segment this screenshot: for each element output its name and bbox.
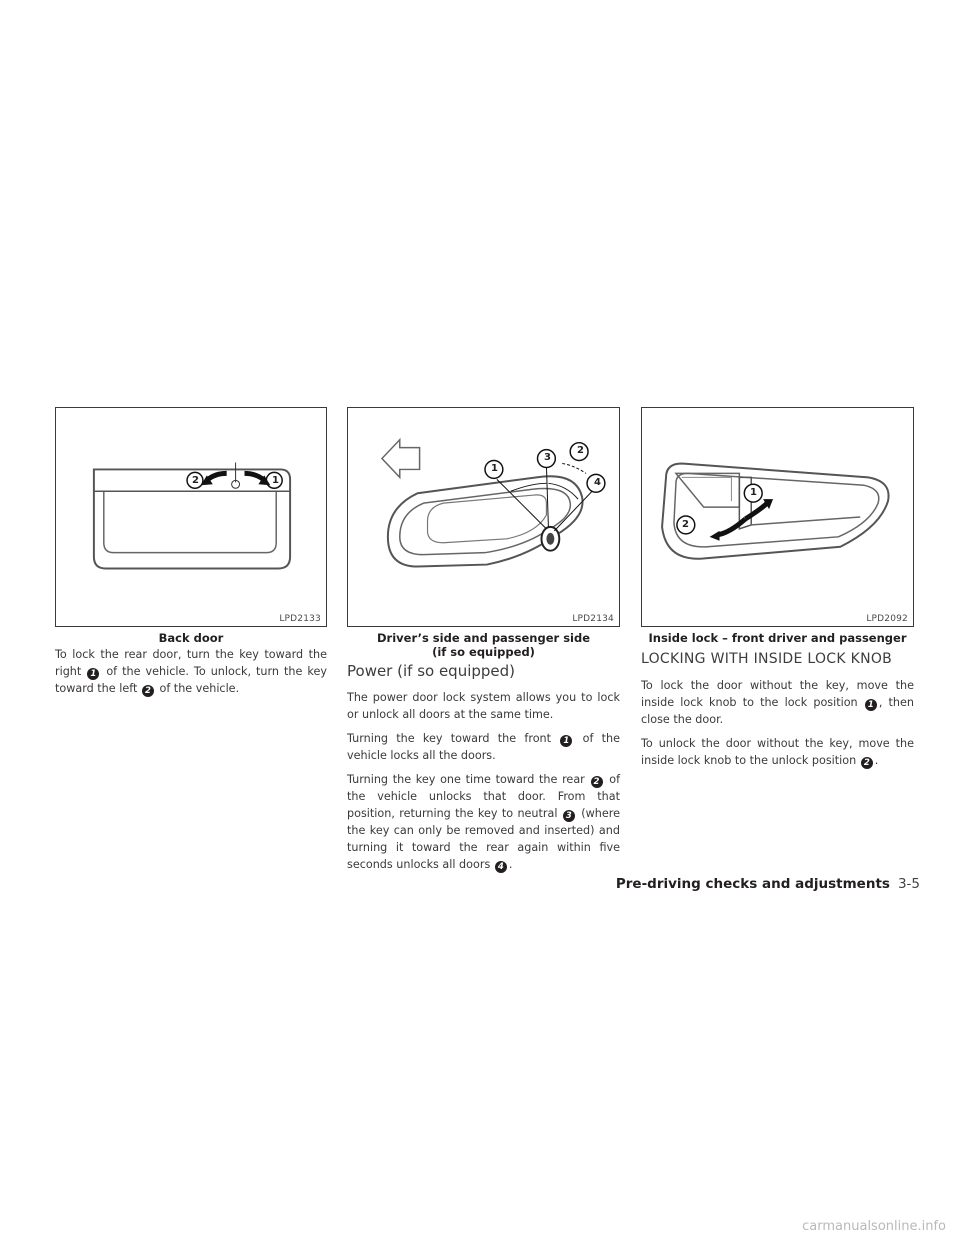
paragraph: The power door lock system allows you to lock or unlock all doors at the same time. (347, 691, 620, 721)
section-heading: LOCKING WITH INSIDE LOCK KNOB (641, 651, 893, 667)
text: To lock the rear door, turn the key toward the right (55, 648, 327, 678)
callout-2-label: 2 (577, 445, 584, 456)
text: , then close the door. (641, 696, 914, 726)
section-title: Pre-driving checks and adjustments (615, 876, 890, 892)
callout-2-icon: 2 (142, 685, 154, 697)
figure-code: LPD2134 (572, 614, 614, 624)
text: To unlock the door without the key, move the inside lock knob to the unlock position (641, 737, 914, 767)
page-number: 3-5 (897, 876, 920, 892)
callout-1-label: 1 (491, 463, 498, 474)
inside-lock-knob-illustration (642, 408, 913, 626)
figure-caption-back-door (55, 631, 327, 645)
figure-caption-inside-lock (641, 631, 914, 645)
callout-1-label: 1 (750, 487, 757, 498)
figure-code: LPD2092 (866, 614, 908, 624)
callout-1-icon: 1 (560, 735, 572, 747)
paragraph (641, 677, 914, 728)
text: . (874, 754, 879, 767)
callout-2-icon: 2 (861, 757, 873, 769)
text: of the vehicle. (159, 682, 240, 695)
text: of the vehicle locks all the doors. (347, 732, 621, 762)
text: Turning the key toward the front (347, 732, 552, 745)
figure-code: LPD2133 (279, 614, 321, 624)
callout-1-icon: 1 (865, 699, 877, 711)
callout-3-label: 3 (544, 452, 551, 463)
page-footer (616, 876, 920, 892)
caption-line: (if so equipped) (432, 645, 535, 659)
callout-3-icon: 3 (563, 810, 575, 822)
caption-line: Driver’s side and passenger side (376, 631, 591, 645)
text: of the vehicle. To unlock, turn the key toward the left (55, 665, 327, 695)
callout-1-label: 1 (272, 475, 279, 486)
watermark: carmanualsonline.info (802, 1219, 946, 1234)
callout-4-label: 4 (594, 477, 601, 488)
figure-caption-drivers-side (347, 631, 620, 659)
figure-drivers-side (347, 407, 620, 627)
figure-inside-lock (641, 407, 914, 627)
text: (where the key can only be removed and inserted) and turning it toward the rear again within five seconds unlocks all doors (347, 807, 620, 871)
text: . (508, 858, 513, 871)
back-door-key-illustration (56, 408, 326, 626)
text: To lock the door without the key, move the inside lock knob to the lock position (641, 679, 914, 709)
callout-2-label: 2 (682, 519, 689, 530)
paragraph (347, 771, 620, 873)
paragraph (641, 735, 914, 769)
section-heading: Power (if so equipped) (347, 662, 516, 680)
text: of the vehicle unlocks that door. From that position, returning the key to neutral (347, 773, 621, 820)
figure-back-door (55, 407, 327, 627)
caption-line: Back door (158, 631, 224, 645)
callout-4-icon: 4 (495, 861, 507, 873)
column-power-lock-text (347, 662, 620, 880)
paragraph (347, 730, 620, 764)
drivers-side-handle-illustration (348, 408, 619, 626)
callout-1-icon: 1 (87, 668, 99, 680)
text: Turning the key one time toward the rear (347, 773, 585, 786)
paragraph (55, 646, 327, 697)
callout-2-label: 2 (192, 475, 199, 486)
column-inside-lock-text (641, 650, 914, 776)
caption-line: Inside lock – front driver and passenger (648, 631, 907, 645)
callout-2-icon: 2 (591, 776, 603, 788)
column-back-door-text (55, 646, 327, 704)
